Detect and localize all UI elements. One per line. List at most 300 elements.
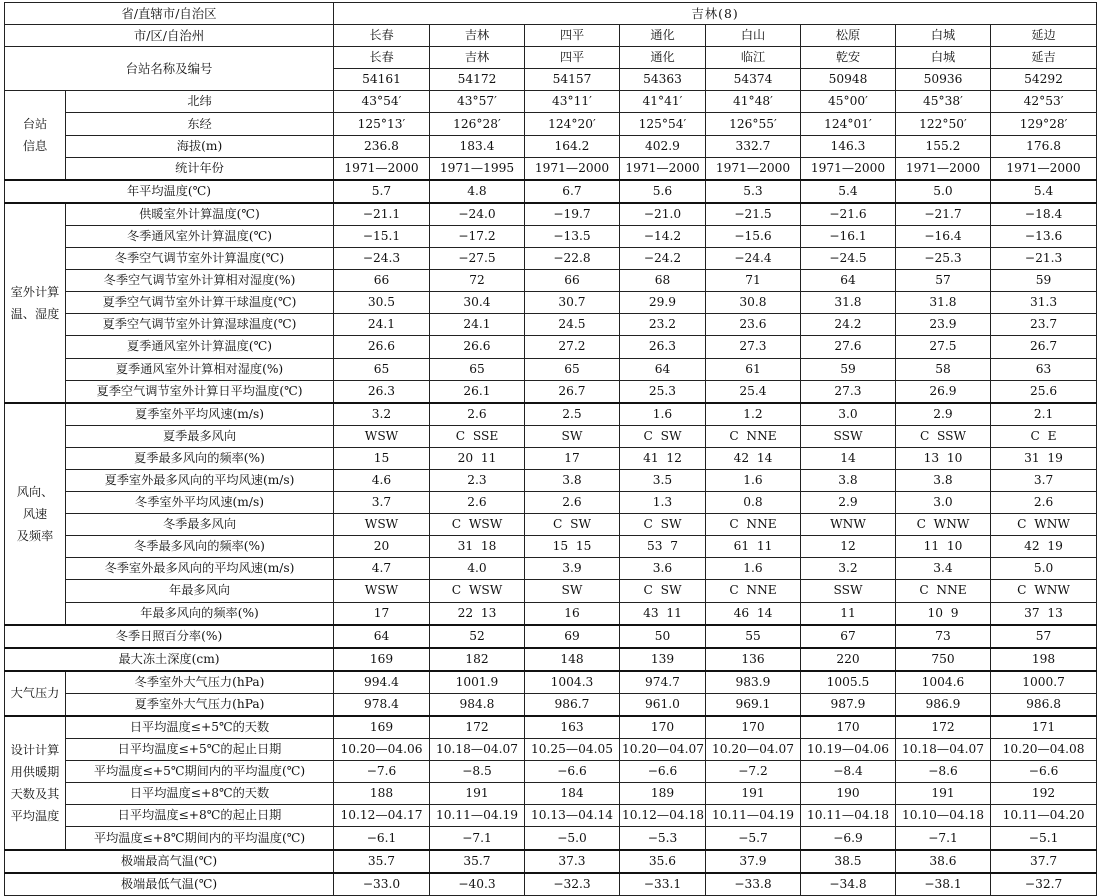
table-row — [5, 157, 1097, 180]
row-label: 夏季室外大气压力(hPa) — [66, 693, 334, 716]
data-cell: 10.13—04.14 — [525, 805, 620, 827]
row-label: 夏季室外平均风速(m/s) — [66, 403, 334, 426]
data-cell: −7.1 — [896, 827, 991, 850]
data-cell: C SW — [525, 514, 620, 536]
city-name: 吉林 — [430, 25, 525, 47]
row-label: 冬季室外平均风速(m/s) — [66, 492, 334, 514]
data-cell: C SSE — [430, 425, 525, 447]
data-cell: 126°55′ — [706, 113, 801, 135]
data-cell: 2.1 — [991, 403, 1097, 426]
table-row — [5, 783, 1097, 805]
table-row — [5, 558, 1097, 580]
data-cell: 402.9 — [620, 135, 706, 157]
station-name: 四平 — [525, 47, 620, 69]
data-cell: 26.6 — [430, 336, 525, 358]
data-cell: 126°28′ — [430, 113, 525, 135]
city-name: 四平 — [525, 25, 620, 47]
data-cell: 35.6 — [620, 850, 706, 873]
row-label: 夏季室外最多风向的平均风速(m/s) — [66, 469, 334, 491]
data-cell: 974.7 — [620, 671, 706, 694]
table-row — [5, 873, 1097, 896]
data-cell: C NNE — [896, 580, 991, 602]
city-name: 长春 — [334, 25, 430, 47]
data-cell: 61 — [706, 358, 801, 380]
table-row — [5, 447, 1097, 469]
data-cell: 50 — [620, 625, 706, 648]
row-label: 平均温度≤+5℃期间内的平均温度(℃) — [66, 761, 334, 783]
data-cell: 1971—2000 — [896, 157, 991, 180]
table-row — [5, 403, 1097, 426]
data-cell: C SW — [620, 425, 706, 447]
data-cell: 26.1 — [430, 380, 525, 403]
data-cell: C WSW — [430, 580, 525, 602]
row-label: 年最多风向的频率(%) — [66, 602, 334, 625]
data-cell: 10.11—04.19 — [430, 805, 525, 827]
data-cell: 220 — [801, 648, 896, 671]
data-cell: 42 14 — [706, 447, 801, 469]
data-cell: C NNE — [706, 514, 801, 536]
data-cell: 41°48′ — [706, 91, 801, 113]
data-cell: 10.20—04.07 — [620, 739, 706, 761]
city-name: 松原 — [801, 25, 896, 47]
data-cell: 27.2 — [525, 336, 620, 358]
data-cell: −8.4 — [801, 761, 896, 783]
data-cell: 148 — [525, 648, 620, 671]
row-label: 日平均温度≤+8℃的天数 — [66, 783, 334, 805]
row-label: 冬季空气调节室外计算相对湿度(%) — [66, 270, 334, 292]
data-cell: −18.4 — [991, 203, 1097, 226]
data-cell: 41°41′ — [620, 91, 706, 113]
data-cell: 2.3 — [430, 469, 525, 491]
data-cell: 2.5 — [525, 403, 620, 426]
table-row — [5, 761, 1097, 783]
data-cell: 1971—2000 — [991, 157, 1097, 180]
station-code: 54363 — [620, 69, 706, 91]
data-cell: 46 14 — [706, 602, 801, 625]
data-cell: 978.4 — [334, 693, 430, 716]
data-cell: 64 — [620, 358, 706, 380]
data-cell: 986.8 — [991, 693, 1097, 716]
data-cell: 23.7 — [991, 314, 1097, 336]
data-cell: 10.10—04.18 — [896, 805, 991, 827]
data-cell: 65 — [525, 358, 620, 380]
row-label: 冬季室外最多风向的平均风速(m/s) — [66, 558, 334, 580]
data-cell: 0.8 — [706, 492, 801, 514]
data-cell: 37.3 — [525, 850, 620, 873]
data-cell: 12 — [801, 536, 896, 558]
data-cell: −6.6 — [525, 761, 620, 783]
data-cell: 3.8 — [896, 469, 991, 491]
data-cell: 236.8 — [334, 135, 430, 157]
data-cell: −40.3 — [430, 873, 525, 896]
data-cell: 26.7 — [525, 380, 620, 403]
row-label: 夏季通风室外计算温度(℃) — [66, 336, 334, 358]
group-label-heating: 设计计算 用供暖期 天数及其 平均温度 — [5, 716, 66, 850]
group-label-outdoor-temp: 室外计算 温、湿度 — [5, 203, 66, 403]
data-cell: 3.0 — [801, 403, 896, 426]
row-label: 年平均温度(℃) — [5, 180, 334, 203]
data-cell: 23.2 — [620, 314, 706, 336]
data-cell: 1005.5 — [801, 671, 896, 694]
data-cell: 24.2 — [801, 314, 896, 336]
data-cell: 198 — [991, 648, 1097, 671]
province-value: 吉林(8) — [334, 3, 1097, 25]
data-cell: 61 11 — [706, 536, 801, 558]
data-cell: −6.1 — [334, 827, 430, 850]
data-cell: SSW — [801, 580, 896, 602]
station-name: 乾安 — [801, 47, 896, 69]
data-cell: 170 — [706, 716, 801, 739]
data-cell: 3.2 — [801, 558, 896, 580]
data-cell: 59 — [801, 358, 896, 380]
data-cell: 171 — [991, 716, 1097, 739]
table-row — [5, 425, 1097, 447]
row-label: 冬季最多风向的频率(%) — [66, 536, 334, 558]
data-cell: −21.0 — [620, 203, 706, 226]
data-cell: C SW — [620, 514, 706, 536]
data-cell: 23.6 — [706, 314, 801, 336]
data-cell: 332.7 — [706, 135, 801, 157]
data-cell: −7.2 — [706, 761, 801, 783]
data-cell: 65 — [430, 358, 525, 380]
data-cell: −32.3 — [525, 873, 620, 896]
data-cell: 10.20—04.07 — [706, 739, 801, 761]
data-cell: 31.8 — [801, 292, 896, 314]
row-label: 夏季空气调节室外计算干球温度(℃) — [66, 292, 334, 314]
data-cell: 2.6 — [430, 492, 525, 514]
table-row — [5, 625, 1097, 648]
row-label: 夏季空气调节室外计算日平均温度(℃) — [66, 380, 334, 403]
data-cell: C SSW — [896, 425, 991, 447]
data-cell: C WNW — [991, 580, 1097, 602]
data-cell: 2.9 — [801, 492, 896, 514]
row-label: 日平均温度≤+5℃的起止日期 — [66, 739, 334, 761]
row-label: 极端最低气温(℃) — [5, 873, 334, 896]
data-cell: 3.8 — [801, 469, 896, 491]
data-cell: 20 11 — [430, 447, 525, 469]
data-cell: 26.3 — [620, 336, 706, 358]
row-label: 夏季最多风向 — [66, 425, 334, 447]
data-cell: 176.8 — [991, 135, 1097, 157]
data-cell: 125°54′ — [620, 113, 706, 135]
city-label: 市/区/自治州 — [5, 25, 334, 47]
station-code: 54374 — [706, 69, 801, 91]
data-cell: 57 — [896, 270, 991, 292]
data-cell: 68 — [620, 270, 706, 292]
data-cell: 986.9 — [896, 693, 991, 716]
station-code: 54157 — [525, 69, 620, 91]
data-cell: 191 — [896, 783, 991, 805]
data-cell: 24.1 — [430, 314, 525, 336]
group-label-station-info: 台站 信息 — [5, 91, 66, 180]
data-cell: −21.3 — [991, 248, 1097, 270]
data-cell: −21.1 — [334, 203, 430, 226]
data-cell: 66 — [525, 270, 620, 292]
data-cell: −32.7 — [991, 873, 1097, 896]
row-label: 冬季空气调节室外计算温度(℃) — [66, 248, 334, 270]
row-label: 夏季空气调节室外计算湿球温度(℃) — [66, 314, 334, 336]
data-cell: 27.5 — [896, 336, 991, 358]
data-cell: 15 15 — [525, 536, 620, 558]
row-label: 极端最高气温(℃) — [5, 850, 334, 873]
city-name: 延边 — [991, 25, 1097, 47]
data-cell: WSW — [334, 514, 430, 536]
data-cell: 1971—1995 — [430, 157, 525, 180]
data-cell: 69 — [525, 625, 620, 648]
data-cell: 987.9 — [801, 693, 896, 716]
data-cell: C SW — [620, 580, 706, 602]
data-cell: −21.6 — [801, 203, 896, 226]
data-cell: 170 — [801, 716, 896, 739]
data-cell: 129°28′ — [991, 113, 1097, 135]
data-cell: C NNE — [706, 425, 801, 447]
table-row — [5, 225, 1097, 247]
data-cell: 26.7 — [991, 336, 1097, 358]
data-cell: 1971—2000 — [334, 157, 430, 180]
data-cell: 13 10 — [896, 447, 991, 469]
data-cell: 192 — [991, 783, 1097, 805]
data-cell: 182 — [430, 648, 525, 671]
table-row — [5, 602, 1097, 625]
data-cell: 184 — [525, 783, 620, 805]
data-cell: 57 — [991, 625, 1097, 648]
data-cell: SW — [525, 580, 620, 602]
data-cell: 3.7 — [991, 469, 1097, 491]
data-cell: 4.6 — [334, 469, 430, 491]
row-label: 日平均温度≤+8℃的起止日期 — [66, 805, 334, 827]
data-cell: 42°53′ — [991, 91, 1097, 113]
data-cell: 41 12 — [620, 447, 706, 469]
data-cell: 10 9 — [896, 602, 991, 625]
data-cell: 125°13′ — [334, 113, 430, 135]
table-row — [5, 113, 1097, 135]
station-name: 通化 — [620, 47, 706, 69]
data-cell: 3.4 — [896, 558, 991, 580]
data-cell: 10.25—04.05 — [525, 739, 620, 761]
data-cell: 53 7 — [620, 536, 706, 558]
data-cell: 45°38′ — [896, 91, 991, 113]
data-cell: 31 19 — [991, 447, 1097, 469]
data-cell: 983.9 — [706, 671, 801, 694]
data-cell: 10.11—04.19 — [706, 805, 801, 827]
data-cell: 63 — [991, 358, 1097, 380]
data-cell: −33.0 — [334, 873, 430, 896]
data-cell: −13.6 — [991, 225, 1097, 247]
data-cell: 172 — [430, 716, 525, 739]
data-cell: 3.5 — [620, 469, 706, 491]
row-label: 东经 — [66, 113, 334, 135]
data-cell: 1.6 — [706, 469, 801, 491]
data-cell: −21.7 — [896, 203, 991, 226]
data-cell: 5.7 — [334, 180, 430, 203]
data-cell: 29.9 — [620, 292, 706, 314]
data-cell: 986.7 — [525, 693, 620, 716]
data-cell: −38.1 — [896, 873, 991, 896]
data-cell: 37.9 — [706, 850, 801, 873]
row-label: 冬季日照百分率(%) — [5, 625, 334, 648]
data-cell: 139 — [620, 648, 706, 671]
data-cell: 190 — [801, 783, 896, 805]
data-cell: −15.6 — [706, 225, 801, 247]
data-cell: 994.4 — [334, 671, 430, 694]
data-cell: 14 — [801, 447, 896, 469]
data-cell: −27.5 — [430, 248, 525, 270]
row-label: 供暖室外计算温度(℃) — [66, 203, 334, 226]
row-label: 北纬 — [66, 91, 334, 113]
data-cell: 10.11—04.18 — [801, 805, 896, 827]
data-cell: 1000.7 — [991, 671, 1097, 694]
data-cell: 1971—2000 — [706, 157, 801, 180]
data-cell: −6.6 — [620, 761, 706, 783]
row-label: 夏季通风室外计算相对湿度(%) — [66, 358, 334, 380]
data-cell: 27.3 — [801, 380, 896, 403]
data-cell: −33.8 — [706, 873, 801, 896]
data-cell: 58 — [896, 358, 991, 380]
data-cell: −16.1 — [801, 225, 896, 247]
data-cell: 31.3 — [991, 292, 1097, 314]
station-code: 54172 — [430, 69, 525, 91]
data-cell: −15.1 — [334, 225, 430, 247]
data-cell: 170 — [620, 716, 706, 739]
data-cell: −16.4 — [896, 225, 991, 247]
data-cell: C E — [991, 425, 1097, 447]
data-cell: 3.0 — [896, 492, 991, 514]
data-cell: 3.2 — [334, 403, 430, 426]
data-cell: 1.2 — [706, 403, 801, 426]
data-cell: C WNW — [896, 514, 991, 536]
data-cell: −24.2 — [620, 248, 706, 270]
row-label: 海拔(m) — [66, 135, 334, 157]
row-label: 日平均温度≤+5℃的天数 — [66, 716, 334, 739]
row-label: 冬季通风室外计算温度(℃) — [66, 225, 334, 247]
table-row — [5, 314, 1097, 336]
data-cell: −5.3 — [620, 827, 706, 850]
table-row — [5, 693, 1097, 716]
data-cell: 22 13 — [430, 602, 525, 625]
row-label: 夏季最多风向的频率(%) — [66, 447, 334, 469]
data-cell: −33.1 — [620, 873, 706, 896]
table-row — [5, 671, 1097, 694]
table-row — [5, 514, 1097, 536]
data-cell: 15 — [334, 447, 430, 469]
data-cell: −17.2 — [430, 225, 525, 247]
data-cell: 124°01′ — [801, 113, 896, 135]
data-cell: SSW — [801, 425, 896, 447]
data-cell: 183.4 — [430, 135, 525, 157]
data-cell: 3.8 — [525, 469, 620, 491]
data-cell: 30.8 — [706, 292, 801, 314]
data-cell: 59 — [991, 270, 1097, 292]
data-cell: 67 — [801, 625, 896, 648]
station-code: 54161 — [334, 69, 430, 91]
table-row — [5, 91, 1097, 113]
station-name: 临江 — [706, 47, 801, 69]
data-cell: 5.4 — [991, 180, 1097, 203]
data-cell: 5.0 — [991, 558, 1097, 580]
data-cell: 73 — [896, 625, 991, 648]
data-cell: 984.8 — [430, 693, 525, 716]
data-cell: 4.0 — [430, 558, 525, 580]
data-cell: 25.6 — [991, 380, 1097, 403]
data-cell: 64 — [801, 270, 896, 292]
data-cell: SW — [525, 425, 620, 447]
data-cell: 24.5 — [525, 314, 620, 336]
data-cell: 26.3 — [334, 380, 430, 403]
province-label: 省/直辖市/自治区 — [5, 3, 334, 25]
data-cell: 10.12—04.17 — [334, 805, 430, 827]
data-cell: 37 13 — [991, 602, 1097, 625]
station-name: 白城 — [896, 47, 991, 69]
data-cell: −5.0 — [525, 827, 620, 850]
data-cell: 122°50′ — [896, 113, 991, 135]
data-cell: C WSW — [430, 514, 525, 536]
data-cell: 2.6 — [430, 403, 525, 426]
data-cell: 10.12—04.18 — [620, 805, 706, 827]
data-cell: 1.6 — [620, 403, 706, 426]
table-row — [5, 358, 1097, 380]
table-row — [5, 203, 1097, 226]
data-cell: 43°54′ — [334, 91, 430, 113]
data-cell: −8.6 — [896, 761, 991, 783]
data-cell: 16 — [525, 602, 620, 625]
data-cell: 10.20—04.08 — [991, 739, 1097, 761]
data-cell: 124°20′ — [525, 113, 620, 135]
data-cell: 136 — [706, 648, 801, 671]
data-cell: 17 — [525, 447, 620, 469]
data-cell: −8.5 — [430, 761, 525, 783]
data-cell: 38.6 — [896, 850, 991, 873]
data-cell: 35.7 — [430, 850, 525, 873]
data-cell: −19.7 — [525, 203, 620, 226]
data-cell: 1004.3 — [525, 671, 620, 694]
table-row — [5, 850, 1097, 873]
data-cell: 1971—2000 — [620, 157, 706, 180]
table-row — [5, 492, 1097, 514]
data-cell: 55 — [706, 625, 801, 648]
row-label: 平均温度≤+8℃期间内的平均温度(℃) — [66, 827, 334, 850]
data-cell: 45°00′ — [801, 91, 896, 113]
data-cell: 3.7 — [334, 492, 430, 514]
data-cell: 52 — [430, 625, 525, 648]
data-cell: 64 — [334, 625, 430, 648]
data-cell: C NNE — [706, 580, 801, 602]
data-cell: 155.2 — [896, 135, 991, 157]
data-cell: 191 — [706, 783, 801, 805]
data-cell: 1971—2000 — [801, 157, 896, 180]
data-cell: 30.4 — [430, 292, 525, 314]
data-cell: −24.0 — [430, 203, 525, 226]
data-cell: −22.8 — [525, 248, 620, 270]
data-cell: −7.6 — [334, 761, 430, 783]
climate-data-table — [4, 2, 1097, 896]
data-cell: 31.8 — [896, 292, 991, 314]
table-row — [5, 648, 1097, 671]
row-label: 冬季室外大气压力(hPa) — [66, 671, 334, 694]
data-cell: −13.5 — [525, 225, 620, 247]
data-cell: 35.7 — [334, 850, 430, 873]
table-row — [5, 292, 1097, 314]
data-cell: 1.3 — [620, 492, 706, 514]
table-row — [5, 580, 1097, 602]
data-cell: 10.18—04.07 — [896, 739, 991, 761]
data-cell: 6.7 — [525, 180, 620, 203]
data-cell: 42 19 — [991, 536, 1097, 558]
city-name: 通化 — [620, 25, 706, 47]
station-code: 54292 — [991, 69, 1097, 91]
data-cell: 189 — [620, 783, 706, 805]
data-cell: 26.6 — [334, 336, 430, 358]
data-cell: 191 — [430, 783, 525, 805]
